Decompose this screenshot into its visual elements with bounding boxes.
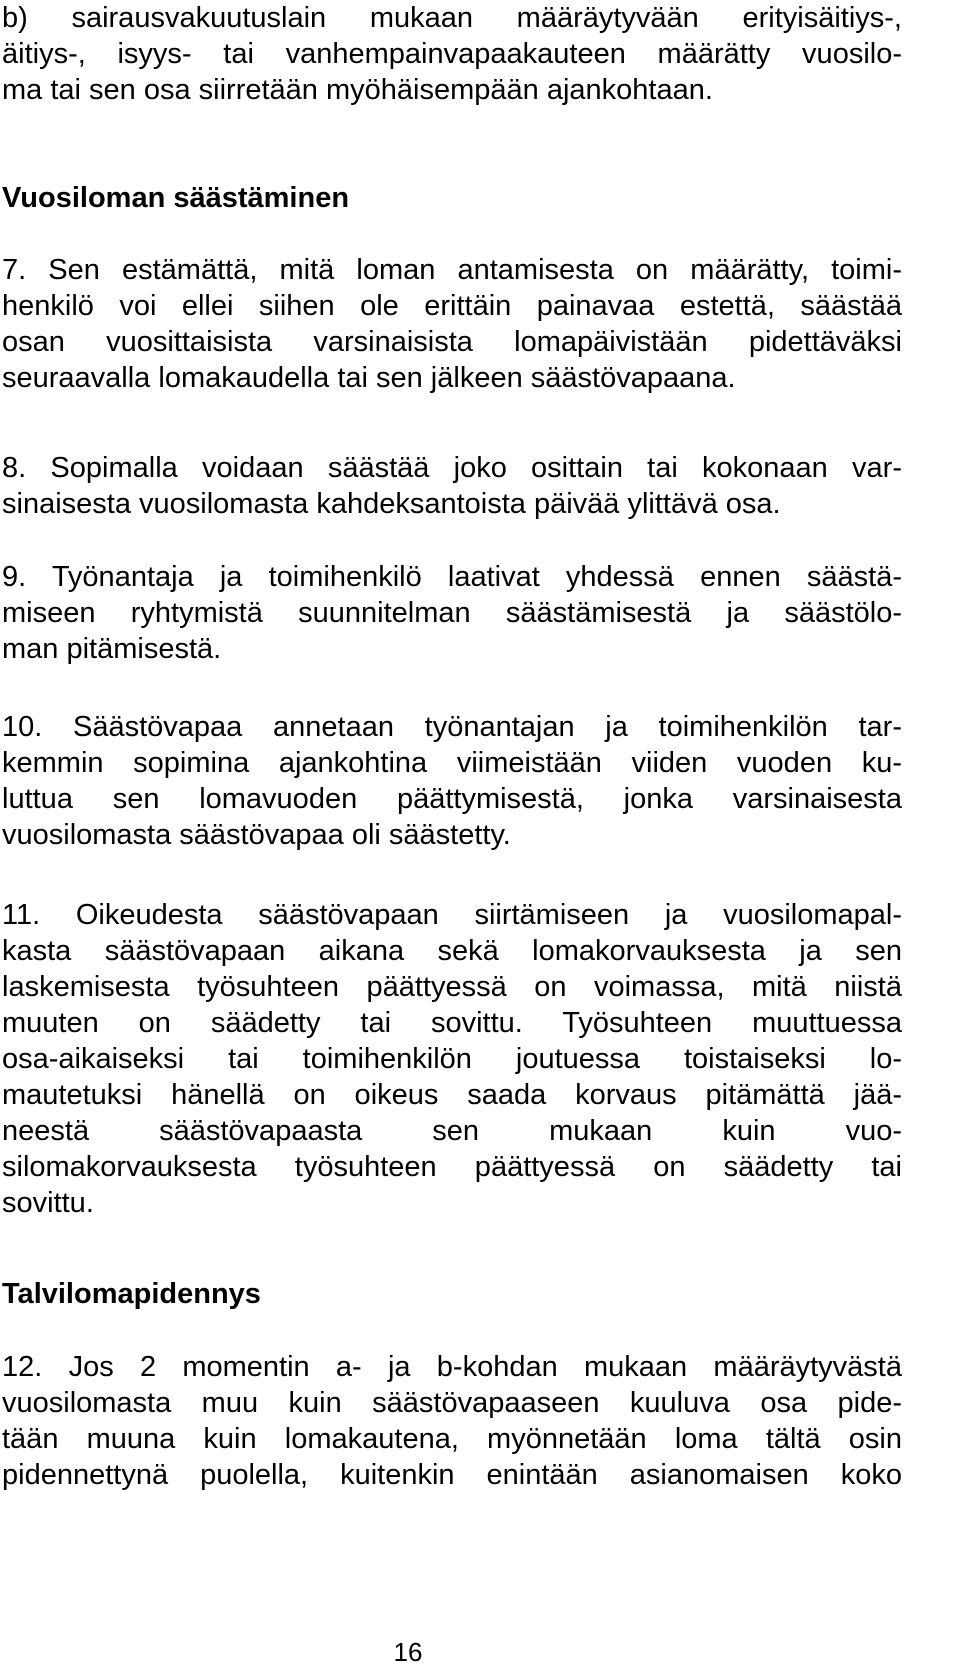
paragraph-line: 10. Säästövapaa annetaan työnantajan ja toimihenkilön tar- [2,711,902,743]
paragraph-line: muuten on säädetty tai sovittu. Työsuhteen muuttuessa [2,1007,902,1039]
paragraph-line: osan vuosittaisista varsinaisista lomapäivistään pidettäväksi [2,326,902,358]
paragraph-line: pidennettynä puolella, kuitenkin enintään asianomaisen koko [2,1459,902,1491]
paragraph-line: neestä säästövapaasta sen mukaan kuin vuo- [2,1115,902,1147]
paragraph-line: 7. Sen estämättä, mitä loman antamisesta on määrätty, toimi- [2,254,902,286]
paragraph-line: luttua sen lomavuoden päättymisestä, jonka varsinaisesta [2,783,902,815]
paragraph-line: mautetuksi hänellä on oikeus saada korvaus pitämättä jää- [2,1079,902,1111]
paragraph-line: 8. Sopimalla voidaan säästää joko osittain tai kokonaan var- [2,452,902,484]
paragraph-line: b) sairausvakuutuslain mukaan määräytyvään erityisäitiys-, [2,2,902,34]
section-heading: Talvilomapidennys [2,1278,261,1310]
paragraph-line: kemmin sopimina ajankohtina viimeistään viiden vuoden ku- [2,747,902,779]
paragraph-line: silomakorvauksesta työsuhteen päättyessä on säädetty tai [2,1151,902,1183]
paragraph-line: seuraavalla lomakaudella tai sen jälkeen säästövapaana. [2,362,736,394]
paragraph-line: man pitämisestä. [2,633,222,665]
paragraph-line: äitiys-, isyys- tai vanhempainvapaakauteen määrätty vuosilo- [2,38,902,70]
paragraph-line: vuosilomasta muu kuin säästövapaaseen kuuluva osa pide- [2,1387,902,1419]
paragraph-line: 11. Oikeudesta säästövapaan siirtämiseen ja vuosilomapal- [2,899,902,931]
paragraph-line: osa-aikaiseksi tai toimihenkilön joutuessa toistaiseksi lo- [2,1043,902,1075]
paragraph-line: henkilö voi ellei siihen ole erittäin painavaa estettä, säästää [2,290,902,322]
paragraph-line: vuosilomasta säästövapaa oli säästetty. [2,819,511,851]
paragraph-line: miseen ryhtymistä suunnitelman säästämisestä ja säästölo- [2,597,902,629]
paragraph-line: ma tai sen osa siirretään myöhäisempään ajankohtaan. [2,74,713,106]
paragraph-line: 12. Jos 2 momentin a- ja b-kohdan mukaan määräytyvästä [2,1351,902,1383]
paragraph-line: 9. Työnantaja ja toimihenkilö laativat yhdessä ennen säästä- [2,561,902,593]
paragraph-line: sovittu. [2,1187,94,1219]
paragraph-line: laskemisesta työsuhteen päättyessä on voimassa, mitä niistä [2,971,902,1003]
paragraph-line: sinaisesta vuosilomasta kahdeksantoista päivää ylittävä osa. [2,488,781,520]
paragraph-line: kasta säästövapaan aikana sekä lomakorvauksesta ja sen [2,935,902,967]
section-heading: Vuosiloman säästäminen [2,182,350,214]
paragraph-line: tään muuna kuin lomakautena, myönnetään loma tältä osin [2,1423,902,1455]
page-number: 16 [393,1637,423,1667]
